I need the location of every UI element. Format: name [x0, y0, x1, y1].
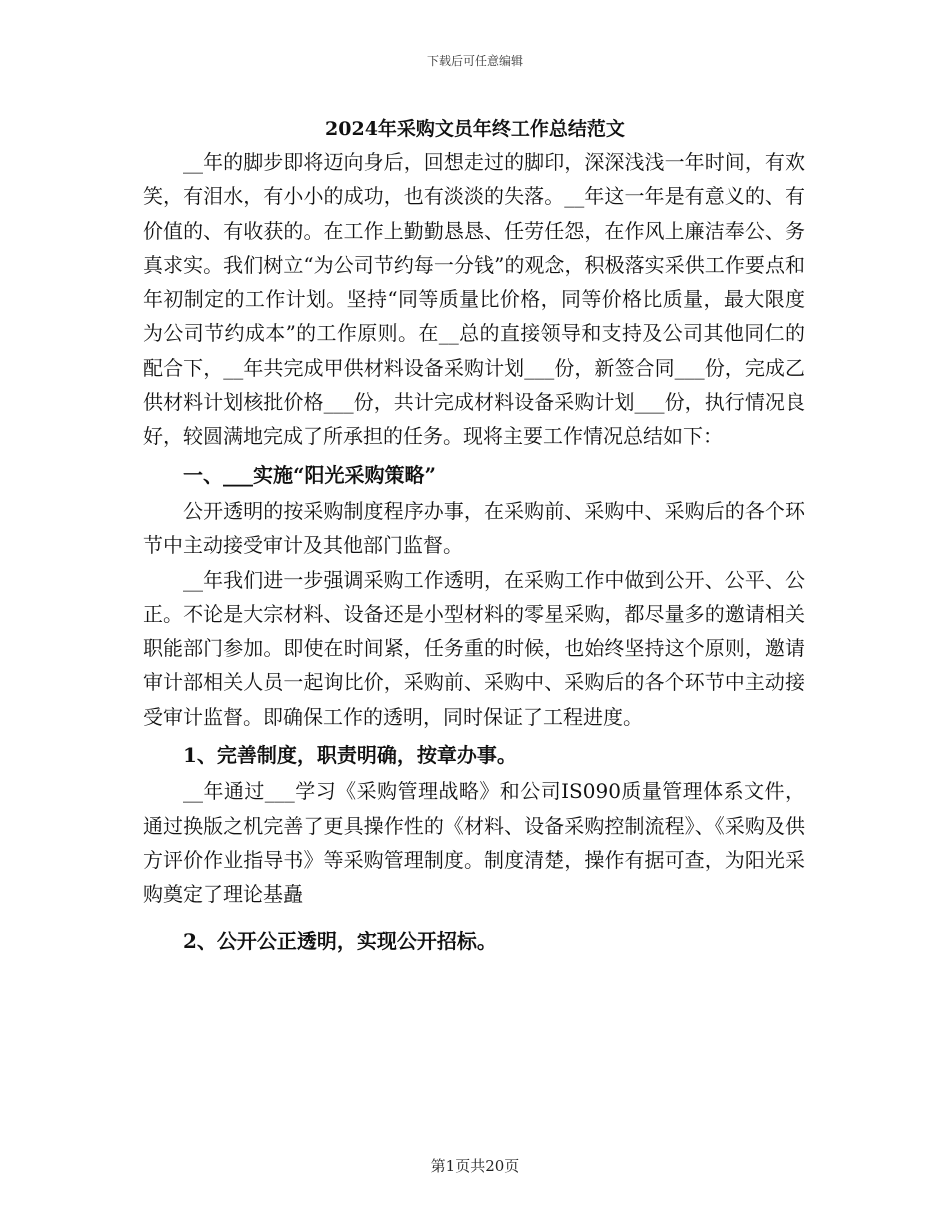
subsection-heading-1: 1、完善制度，职责明确，按章办事。 — [183, 743, 517, 768]
page-footer: 第1页共20页 — [430, 1157, 520, 1175]
paragraph-transparency: __年我们进一步强调采购工作透明，在采购工作中做到公开、公平、公正。不论是大宗材料、设备还是小型材料的零星采购，都尽量多的邀请相关职能部门参加。即使在时间紧，任务重的时候，也始终坚持这个原则，邀请审计部相关人员一起询比价，采购前、采购中、采购后的各个环节中主动接受审计监督。即确保工作的透明，同时保证了工程进度。 — [143, 567, 805, 729]
subsection-heading-2: 2、公开公正透明，实现公开招标。 — [183, 928, 497, 953]
paragraph-supervision: 公开透明的按采购制度程序办事，在采购前、采购中、采购后的各个环节中主动接受审计及其他部门监督。 — [143, 498, 805, 558]
paragraph-system: __年通过___学习《采购管理战略》和公司IS090质量管理体系文件，通过换版之机完善了更具操作性的《材料、设备采购控制流程》、《采购及供方评价作业指导书》等采购管理制度。制度清楚，操作有据可查，为阳光采购奠定了理论基矗 — [143, 779, 805, 907]
section-heading-1: 一、___实施“阳光采购策略” — [183, 462, 437, 487]
header-note: 下载后可任意编辑 — [426, 54, 523, 68]
document-body — [143, 145, 805, 960]
document-title: 2024年采购文员年终工作总结范文 — [325, 118, 625, 140]
intro-paragraph: __年的脚步即将迈向身后，回想走过的脚印，深深浅浅一年时间，有欢笑，有泪水，有小小的成功，也有淡淡的失落。__年这一年是有意义的、有价值的、有收获的。在工作上勤勤恳恳、任劳任怨，在作风上廉洁奉公、务真求实。我们树立“为公司节约每一分钱”的观念，积极落实采供工作要点和年初制定的工作计划。坚持“同等质量比价格，同等价格比质量，最大限度为公司节约成本”的工作原则。在__总的直接领导和支持及公司其他同仁的配合下，__年共完成甲供材料设备采购计划___份，新签合同___份，完成乙供材料计划核批价格___份，共计完成材料设备采购计划___份，执行情况良好，较圆满地完成了所承担的任务。现将主要工作情况总结如下： — [143, 150, 805, 449]
